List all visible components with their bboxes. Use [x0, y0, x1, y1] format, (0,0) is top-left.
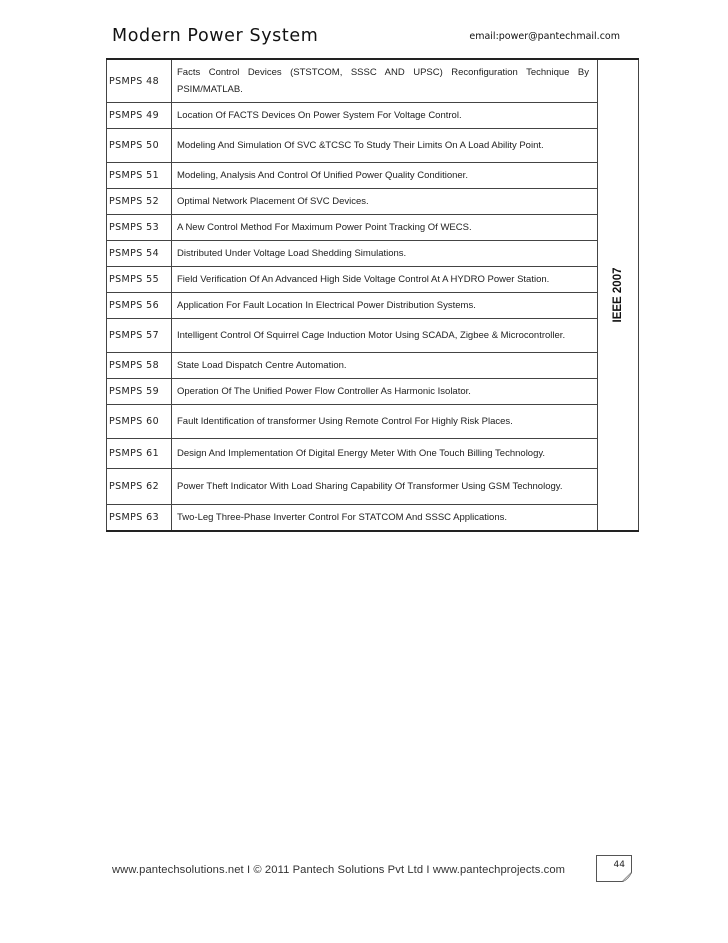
project-code: PSMPS 62	[107, 469, 172, 505]
project-code: PSMPS 59	[107, 379, 172, 405]
table-row	[107, 405, 639, 439]
project-title: Operation Of The Unified Power Flow Controller As Harmonic Isolator.	[172, 379, 598, 405]
project-table	[106, 58, 639, 532]
table-row	[107, 267, 639, 293]
project-title: Fault Identification of transformer Using Remote Control For Highly Risk Places.	[172, 405, 598, 439]
table-row	[107, 215, 639, 241]
project-code: PSMPS 52	[107, 189, 172, 215]
project-code: PSMPS 54	[107, 241, 172, 267]
table-row	[107, 379, 639, 405]
project-code: PSMPS 55	[107, 267, 172, 293]
document-title: Modern Power System	[112, 26, 319, 46]
project-title: Intelligent Control Of Squirrel Cage Induction Motor Using SCADA, Zigbee & Microcontroller.	[172, 319, 598, 353]
project-code: PSMPS 61	[107, 439, 172, 469]
project-title: Design And Implementation Of Digital Energy Meter With One Touch Billing Technology.	[172, 439, 598, 469]
page-curl-icon	[622, 872, 632, 882]
project-code: PSMPS 60	[107, 405, 172, 439]
project-code: PSMPS 51	[107, 163, 172, 189]
table-row	[107, 163, 639, 189]
year-column	[598, 59, 639, 531]
project-title: Optimal Network Placement Of SVC Devices.	[172, 189, 598, 215]
project-title: Modeling, Analysis And Control Of Unified Power Quality Conditioner.	[172, 163, 598, 189]
project-title: Power Theft Indicator With Load Sharing Capability Of Transformer Using GSM Technology.	[172, 469, 598, 505]
table-row	[107, 469, 639, 505]
project-code: PSMPS 50	[107, 129, 172, 163]
page-header	[112, 26, 620, 52]
contact-email: email:power@pantechmail.com	[469, 31, 620, 42]
table-row	[107, 353, 639, 379]
project-code: PSMPS 56	[107, 293, 172, 319]
project-code: PSMPS 48	[107, 59, 172, 103]
table-row	[107, 241, 639, 267]
project-code: PSMPS 63	[107, 505, 172, 532]
page-number-box	[596, 855, 632, 882]
table-row	[107, 59, 639, 103]
project-title: A New Control Method For Maximum Power Point Tracking Of WECS.	[172, 215, 598, 241]
project-title: Application For Fault Location In Electrical Power Distribution Systems.	[172, 293, 598, 319]
project-code: PSMPS 58	[107, 353, 172, 379]
table-row	[107, 439, 639, 469]
table-row	[107, 505, 639, 532]
page-footer: www.pantechsolutions.net I © 2011 Pantech Solutions Pvt Ltd I www.pantechprojects.com	[112, 864, 566, 876]
project-code: PSMPS 57	[107, 319, 172, 353]
project-title: Field Verification Of An Advanced High Side Voltage Control At A HYDRO Power Station.	[172, 267, 598, 293]
project-title: Facts Control Devices (STSTCOM, SSSC AND UPSC) Reconfiguration Technique By PSIM/MATLAB.	[172, 59, 598, 103]
table-row	[107, 129, 639, 163]
table-row	[107, 189, 639, 215]
year-label: IEEE 2007	[612, 267, 624, 323]
table-row	[107, 103, 639, 129]
project-title: Distributed Under Voltage Load Shedding Simulations.	[172, 241, 598, 267]
project-title: Location Of FACTS Devices On Power System For Voltage Control.	[172, 103, 598, 129]
project-title: Modeling And Simulation Of SVC &TCSC To Study Their Limits On A Load Ability Point.	[172, 129, 598, 163]
project-title: State Load Dispatch Centre Automation.	[172, 353, 598, 379]
table-row	[107, 319, 639, 353]
table-row	[107, 293, 639, 319]
project-title: Two-Leg Three-Phase Inverter Control For STATCOM And SSSC Applications.	[172, 505, 598, 532]
page-number: 44	[613, 860, 625, 870]
project-code: PSMPS 49	[107, 103, 172, 129]
project-code: PSMPS 53	[107, 215, 172, 241]
